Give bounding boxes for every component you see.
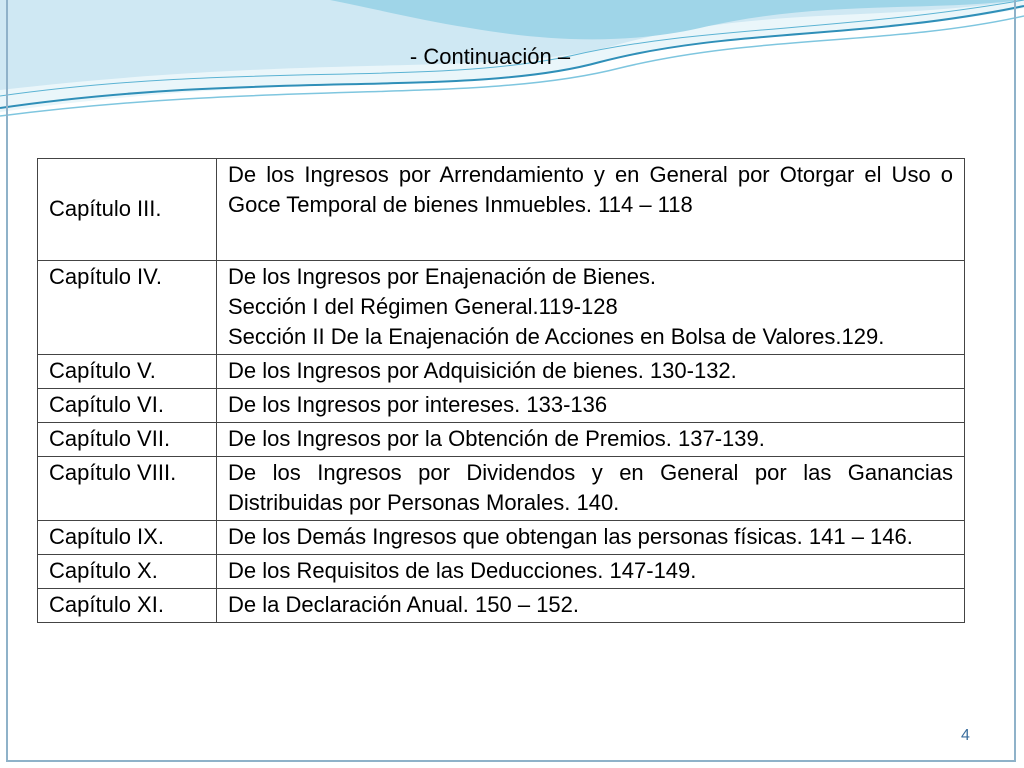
description-cell xyxy=(217,555,965,589)
chapter-cell: Capítulo VIII. xyxy=(38,457,217,521)
description-cell xyxy=(217,355,965,389)
chapter-cell: Capítulo IV. xyxy=(38,261,217,355)
table-row xyxy=(38,355,965,389)
description-line: Sección I del Régimen General.119-128 xyxy=(228,294,618,319)
chapter-cell: Capítulo IX. xyxy=(38,521,217,555)
table-row xyxy=(38,457,965,521)
description-cell xyxy=(217,521,965,555)
table-row xyxy=(38,159,965,261)
page-number: 4 xyxy=(961,727,970,744)
table-row xyxy=(38,555,965,589)
description-line: De los Ingresos por Adquisición de bienes. 130-132. xyxy=(228,358,737,383)
description-line: De la Declaración Anual. 150 – 152. xyxy=(228,592,580,617)
description-line: De los Demás Ingresos que obtengan las personas físicas. 141 – 146. xyxy=(228,524,913,549)
table-row xyxy=(38,521,965,555)
description-cell xyxy=(217,589,965,623)
chapter-cell: Capítulo VII. xyxy=(38,423,217,457)
description-line: De los Ingresos por intereses. 133-136 xyxy=(228,392,608,417)
chapter-cell: Capítulo V. xyxy=(38,355,217,389)
table-row xyxy=(38,423,965,457)
table-row xyxy=(38,589,965,623)
description-line: De los Ingresos por la Obtención de Premios. 137-139. xyxy=(228,426,765,451)
description-cell xyxy=(217,389,965,423)
description-cell xyxy=(217,159,965,261)
description-line: De los Ingresos por Dividendos y en General por las Ganancias Distribuidas por Personas Morales. 140. xyxy=(228,460,953,515)
table-row xyxy=(38,261,965,355)
chapter-cell: Capítulo XI. xyxy=(38,589,217,623)
description-cell xyxy=(217,457,965,521)
description-line: De los Ingresos por Arrendamiento y en General por Otorgar el Uso o Goce Temporal de bienes Inmuebles. 114 – 118 xyxy=(228,162,953,217)
description-line: De los Ingresos por Enajenación de Bienes. xyxy=(228,264,657,289)
description-line: Sección II De la Enajenación de Acciones en Bolsa de Valores.129. xyxy=(228,324,885,349)
chapter-index-table xyxy=(37,158,965,623)
chapter-cell: Capítulo X. xyxy=(38,555,217,589)
slide-title: - Continuación – xyxy=(409,44,571,69)
table-row xyxy=(38,389,965,423)
description-cell xyxy=(217,261,965,355)
description-cell xyxy=(217,423,965,457)
chapter-cell: Capítulo III. xyxy=(38,159,217,261)
description-line: De los Requisitos de las Deducciones. 147-149. xyxy=(228,558,697,583)
chapter-cell: Capítulo VI. xyxy=(38,389,217,423)
